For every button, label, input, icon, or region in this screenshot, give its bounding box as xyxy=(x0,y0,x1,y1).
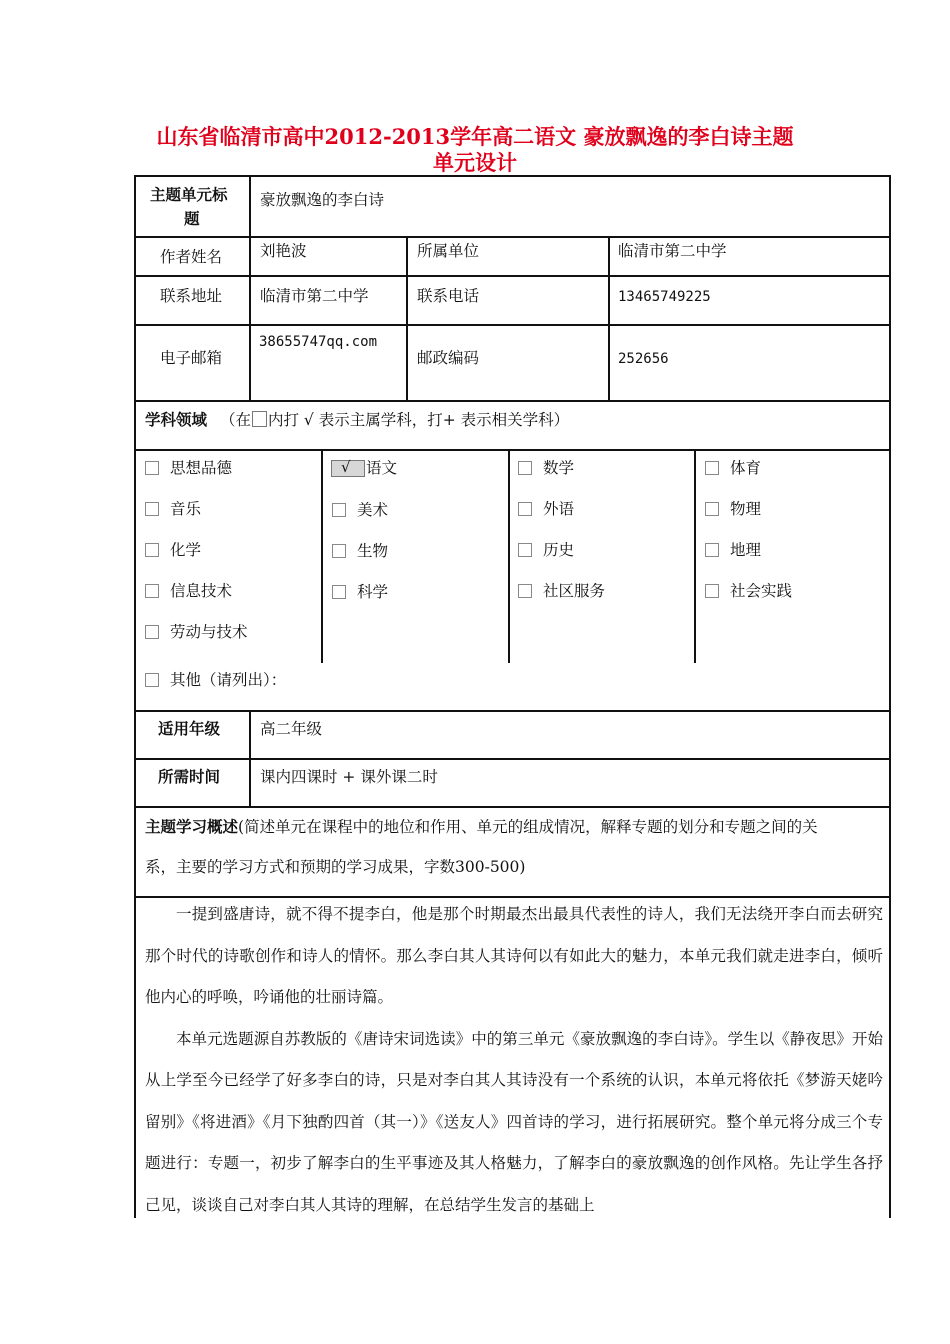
checkbox-icon[interactable] xyxy=(145,584,159,598)
overview-note-1: (简述单元在课程中的地位和作用、单元的组成情况，解释专题的划分和专题之间的关 xyxy=(238,818,818,836)
checkbox-icon[interactable] xyxy=(145,543,159,557)
checkbox-icon[interactable] xyxy=(332,544,346,558)
checkbox-icon[interactable] xyxy=(705,543,719,557)
address-label: 联系地址 xyxy=(160,287,223,305)
checkbox-icon[interactable] xyxy=(145,461,159,475)
overview-line-1 xyxy=(145,817,818,837)
checked-checkbox-icon[interactable] xyxy=(331,460,365,477)
time-label: 所需时间 xyxy=(158,767,221,786)
subject-item: 外语 xyxy=(543,500,575,518)
checkbox-icon[interactable] xyxy=(145,502,159,516)
check-mark: √ xyxy=(341,458,351,476)
subject-item: 劳动与技术 xyxy=(170,623,248,641)
grade-value: 高二年级 xyxy=(260,720,323,738)
email-label: 电子邮箱 xyxy=(160,349,223,367)
author-label: 作者姓名 xyxy=(160,248,223,266)
checkbox-icon[interactable] xyxy=(518,584,532,598)
zip-value: 252656 xyxy=(618,351,669,367)
subject-item: 数学 xyxy=(543,459,575,477)
subject-note-post: 内打 √ 表示主属学科，打+ 表示相关学科） xyxy=(267,411,570,429)
subject-other: 其他（请列出）： xyxy=(170,671,287,689)
body-paragraph-1: 一提到盛唐诗，就不得不提李白，他是那个时期最杰出最具代表性的诗人，我们无法绕开李白而去研究那个时代的诗歌创作和诗人的情怀。那么李白其人其诗何以有如此大的魅力，本单元我们就走进李白，倾听他内心的呼唤，吟诵他的壮丽诗篇。 xyxy=(145,905,883,1006)
subject-note-pre: （在 xyxy=(219,411,251,429)
unit-title-value: 豪放飘逸的李白诗 xyxy=(260,191,385,209)
unit-title-label-2: 题 xyxy=(184,209,200,228)
subject-item: 体育 xyxy=(730,459,762,477)
subject-item: 美术 xyxy=(357,501,389,519)
author-value: 刘艳波 xyxy=(260,242,307,260)
body-paragraph-2: 本单元选题源自苏教版的《唐诗宋词选读》中的第三单元《豪放飘逸的李白诗》。学生以《静夜思》开始从上学至今已经学了好多李白的诗，只是对李白其人其诗没有一个系统的认识，本单元将依托《梦游天姥吟留别》《将进酒》《月下独酌四首（其一）》《送友人》四首诗的学习，进行拓展研究。整个单元将分成三个专题进行：专题一，初步了解李白的生平事迹及其人格魅力，了解李白的豪放飘逸的创作风格。先让学生各抒己见，谈谈自己对李白其人其诗的理解，在总结学生发言的基础上 xyxy=(145,1029,883,1214)
subject-item: 生物 xyxy=(357,542,389,560)
subject-item: 信息技术 xyxy=(170,582,233,600)
org-value: 临清市第二中学 xyxy=(618,242,727,260)
email-value: 38655747qq.com xyxy=(259,334,378,350)
inline-checkbox-icon xyxy=(252,411,267,427)
document-title-line1: 山东省临清市高中2012-2013学年高二语文 豪放飘逸的李白诗主题 xyxy=(156,124,794,149)
checkbox-icon[interactable] xyxy=(705,502,719,516)
zip-label: 邮政编码 xyxy=(417,349,480,367)
subject-item: 科学 xyxy=(357,583,389,601)
time-value: 课内四课时 + 课外课二时 xyxy=(260,768,438,786)
subject-item: 地理 xyxy=(730,541,762,559)
checkbox-icon[interactable] xyxy=(145,673,159,687)
checkbox-icon[interactable] xyxy=(518,502,532,516)
org-label: 所属单位 xyxy=(417,242,480,260)
overview-body xyxy=(145,894,883,1226)
phone-value: 13465749225 xyxy=(618,289,711,305)
subject-item: 物理 xyxy=(730,500,762,518)
subject-heading-line xyxy=(145,410,569,430)
document-title-line2: 单元设计 xyxy=(433,150,517,175)
subject-item: 音乐 xyxy=(170,500,202,518)
checkbox-icon[interactable] xyxy=(705,461,719,475)
address-value: 临清市第二中学 xyxy=(260,287,369,305)
checkbox-icon[interactable] xyxy=(145,625,159,639)
subject-item: 历史 xyxy=(543,541,575,559)
grade-label: 适用年级 xyxy=(158,719,221,738)
overview-note-2: 系，主要的学习方式和预期的学习成果，字数300-500) xyxy=(145,858,526,876)
subject-item: 化学 xyxy=(170,541,202,559)
subject-item: 社会实践 xyxy=(730,582,793,600)
checkbox-icon[interactable] xyxy=(332,585,346,599)
subject-heading: 学科领域 xyxy=(145,410,208,429)
phone-label: 联系电话 xyxy=(417,287,480,305)
checkbox-icon[interactable] xyxy=(518,543,532,557)
overview-heading: 主题学习概述 xyxy=(145,817,239,836)
subject-item: 社区服务 xyxy=(543,582,606,600)
checkbox-icon[interactable] xyxy=(332,503,346,517)
subject-item: 语文 xyxy=(366,459,398,477)
unit-title-label-1: 主题单元标 xyxy=(150,185,228,204)
checkbox-icon[interactable] xyxy=(518,461,532,475)
checkbox-icon[interactable] xyxy=(705,584,719,598)
subject-item: 思想品德 xyxy=(170,459,233,477)
